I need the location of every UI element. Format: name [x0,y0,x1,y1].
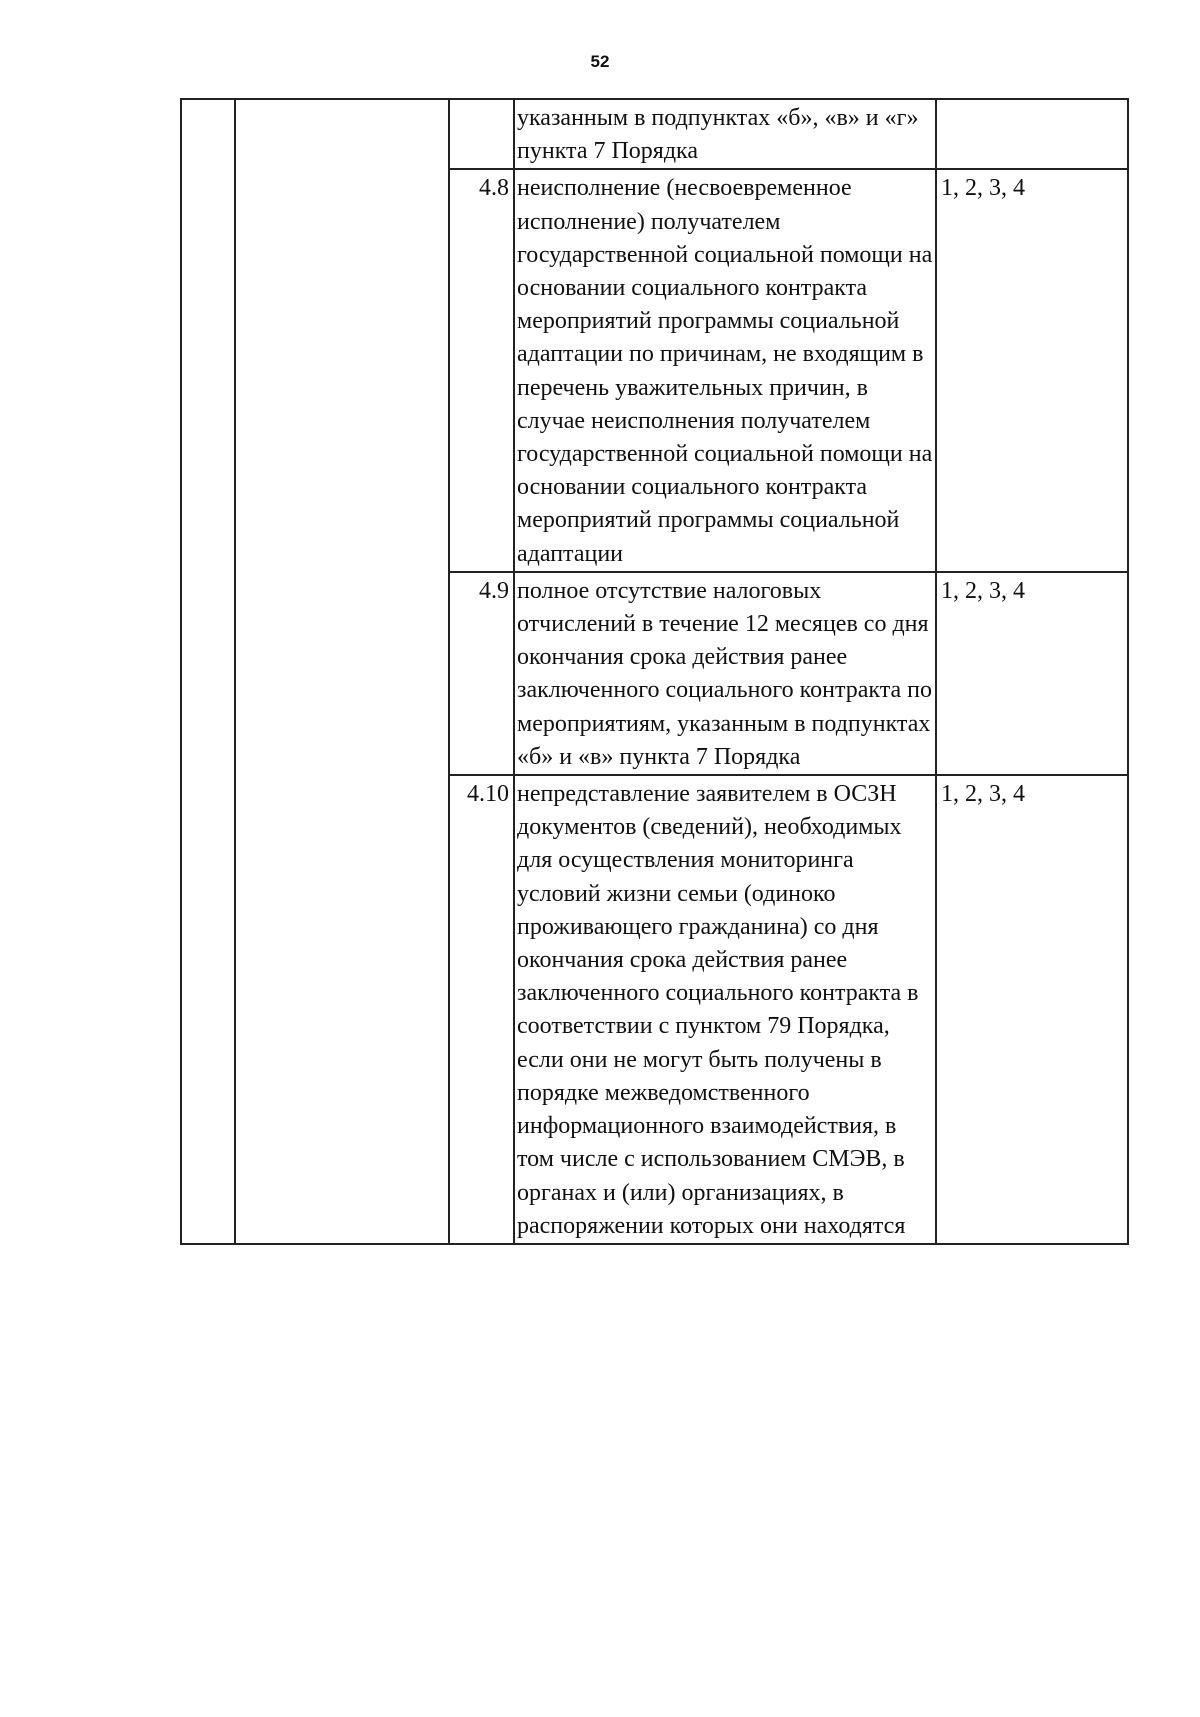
row-codes: 1, 2, 3, 4 [936,572,1128,775]
row-text: указанным в подпунктах «б», «в» и «г» пункта 7 Порядка [514,99,936,169]
blank-cell [181,169,235,571]
row-codes: 1, 2, 3, 4 [936,169,1128,571]
blank-cell [235,572,449,775]
criteria-table [180,98,1129,1245]
row-number: 4.10 [449,775,514,1244]
blank-cell [235,169,449,571]
row-text: непредставление заявителем в ОСЗН документов (сведений), необходимых для осуществления мониторинга условий жизни семьи (одиноко проживающего гражданина) со дня окончания срока действия ранее заключенного социального контракта в соответствии с пунктом 79 Порядка, если они не могут быть получены в порядке межведомственного информационного взаимодействия, в том числе с использованием СМЭВ, в органах и (или) организациях, в распоряжении которых они находятся [514,775,936,1244]
page-number: 52 [590,52,610,71]
blank-cell [235,99,449,169]
row-text: полное отсутствие налоговых отчислений в течение 12 месяцев со дня окончания срока действия ранее заключенного социального контракта по мероприятиям, указанным в подпунктах «б» и «в» пункта 7 Порядка [514,572,936,775]
blank-cell [181,775,235,1244]
row-number [449,99,514,169]
row-number: 4.8 [449,169,514,571]
blank-cell [235,775,449,1244]
table-row [181,572,1128,775]
row-codes: 1, 2, 3, 4 [936,775,1128,1244]
table-row [181,169,1128,571]
row-number: 4.9 [449,572,514,775]
table-row [181,775,1128,1244]
blank-cell [181,99,235,169]
row-codes [936,99,1128,169]
table-row [181,99,1128,169]
blank-cell [181,572,235,775]
row-text: неисполнение (несвоевременное исполнение) получателем государственной социальной помощи на основании социального контракта мероприятий программы социальной адаптации по причинам, не входящим в перечень уважительных причин, в случае неисполнения получателем государственной социальной помощи на основании социального контракта мероприятий программы социальной адаптации [514,169,936,571]
